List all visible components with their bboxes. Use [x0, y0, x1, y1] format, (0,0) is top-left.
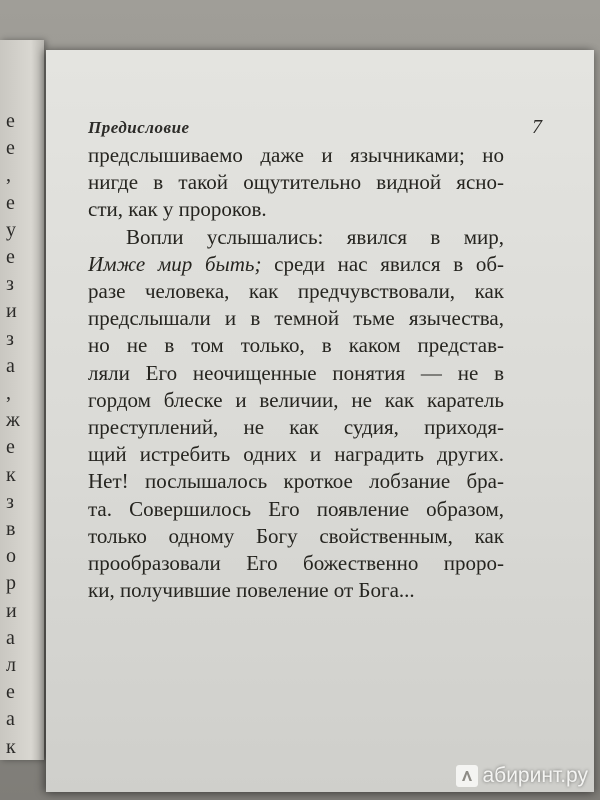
previous-page-glyph: к	[6, 463, 16, 486]
previous-page-glyph: у	[6, 218, 16, 241]
previous-page-glyph: е	[6, 436, 15, 459]
previous-page-glyph: е	[6, 137, 15, 160]
text-line: та. Совершилось Его появление образом,	[88, 496, 504, 521]
text-line: щий истребить одних и наградить других.	[88, 442, 504, 467]
page-number: 7	[532, 116, 542, 138]
watermark-text: абиринт.ру	[482, 764, 588, 787]
book-page	[46, 50, 594, 792]
previous-page-glyph: з	[6, 327, 14, 350]
previous-page-glyph: е	[6, 681, 15, 704]
previous-page-glyph: к	[6, 735, 16, 758]
previous-page-edge	[0, 40, 44, 760]
previous-page-glyph: е	[6, 110, 15, 132]
text-line: только одному Богу свойственным, как	[88, 523, 504, 548]
previous-page-glyph: л	[6, 654, 16, 676]
previous-page-glyph: и	[6, 599, 17, 622]
body-text	[88, 142, 504, 604]
previous-page-glyph: е	[6, 246, 15, 268]
previous-page-glyph: з	[6, 273, 14, 296]
previous-page-glyph: а	[6, 708, 15, 731]
text-line: Нет! послышалось кроткое лобзание бра-	[88, 469, 504, 494]
text-line: прообразовали Его божественно проро-	[88, 551, 504, 576]
text-line: разе человека, как предчувствовали, как	[88, 279, 504, 304]
previous-page-glyph: о	[6, 545, 16, 568]
text-line: Вопли услышались: явился в мир,	[126, 224, 504, 249]
text-line: предслышали и в темной тьме язычества,	[88, 306, 504, 331]
running-head: Предисловие	[88, 118, 190, 137]
text-fragment: среди нас явился в об-	[261, 251, 504, 276]
text-line: гордом блеске и величии, не как каратель	[88, 387, 504, 412]
previous-page-glyph: ,	[6, 164, 11, 187]
watermark	[456, 764, 588, 788]
previous-page-glyph: з	[6, 490, 14, 513]
labirint-logo-icon	[456, 765, 478, 787]
previous-page-glyph: ж	[6, 409, 20, 432]
text-line: нигде в такой ощутительно видной ясно-	[88, 170, 504, 195]
previous-page-glyph: а	[6, 626, 15, 649]
text-line: преступлений, не как судия, приходя-	[88, 415, 504, 440]
previous-page-glyph: ,	[6, 382, 11, 404]
text-line: но не в том только, в каком представ-	[88, 333, 504, 358]
italic-phrase: Имже мир быть;	[88, 251, 262, 276]
text-line: сти, как у пророков.	[88, 197, 267, 222]
text-line: ки, получившие повеление от Бога...	[88, 578, 415, 603]
text-line	[88, 251, 504, 278]
previous-page-glyph: и	[6, 300, 17, 323]
text-line: предслышиваемо даже и язычниками; но	[88, 143, 504, 167]
previous-page-glyph: в	[6, 518, 16, 540]
previous-page-glyph: а	[6, 354, 15, 377]
previous-page-glyph: р	[6, 572, 16, 595]
text-line: ляли Его неочищенные понятия — не в	[88, 360, 504, 385]
previous-page-glyph: е	[6, 191, 15, 214]
page-header	[88, 116, 542, 139]
